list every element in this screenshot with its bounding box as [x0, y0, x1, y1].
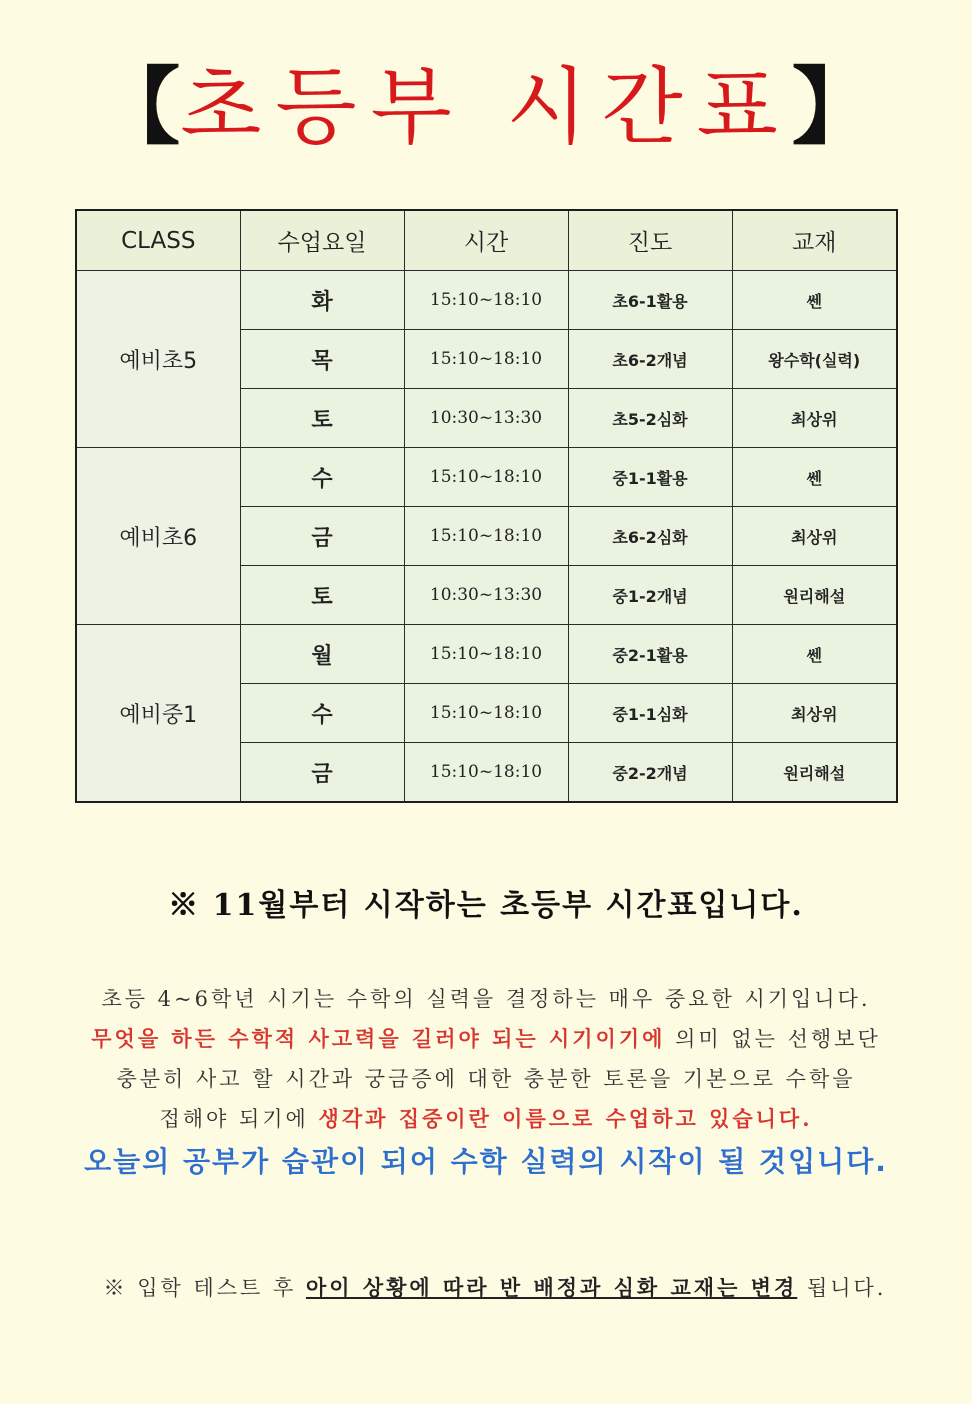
- day-cell: 월: [240, 625, 404, 684]
- title-close-bracket: 】: [791, 58, 876, 156]
- day-cell: 수: [240, 684, 404, 743]
- footer-underlined-text: 아이 상황에 따라 반 배정과 심화 교재는 변경: [305, 1275, 798, 1300]
- day-cell: 금: [240, 743, 404, 803]
- day-cell: 토: [240, 389, 404, 448]
- header-class: CLASS: [76, 210, 240, 271]
- footer-text: ※ 입학 테스트 후: [103, 1276, 306, 1300]
- progress-cell: 초6-2개념: [568, 330, 732, 389]
- table-row: [76, 271, 897, 330]
- time-cell: 15:10~18:10: [404, 330, 568, 389]
- progress-cell: 초6-2심화: [568, 507, 732, 566]
- progress-cell: 중2-2개념: [568, 743, 732, 803]
- time-cell: 15:10~18:10: [404, 271, 568, 330]
- motto-line: 오늘의 공부가 습관이 되어 수학 실력의 시작이 될 것입니다.: [84, 1145, 888, 1178]
- table-row: [76, 448, 897, 507]
- day-cell: 토: [240, 566, 404, 625]
- footer-text: 됩니다.: [797, 1276, 887, 1300]
- title-text: 초등부 시간표: [180, 58, 792, 156]
- time-cell: 15:10~18:10: [404, 684, 568, 743]
- day-cell: 금: [240, 507, 404, 566]
- book-cell: 왕수학(실력): [732, 330, 897, 389]
- time-cell: 10:30~13:30: [404, 566, 568, 625]
- emphasis-red-text: 무엇을 하든 수학적 사고력을 길러야 되는 시기이기에: [91, 1026, 666, 1051]
- time-cell: 15:10~18:10: [404, 448, 568, 507]
- table-header-row: [76, 210, 897, 271]
- book-cell: 쎈: [732, 625, 897, 684]
- time-cell: 15:10~18:10: [404, 743, 568, 803]
- book-cell: 원리해설: [732, 743, 897, 803]
- description-text: 의미 없는 선행보단: [665, 1027, 881, 1051]
- book-cell: 쎈: [732, 448, 897, 507]
- description-line-1: 초등 4~6학년 시기는 수학의 실력을 결정하는 매우 중요한 시기입니다.: [101, 987, 871, 1011]
- book-cell: 쎈: [732, 271, 897, 330]
- progress-cell: 중2-1활용: [568, 625, 732, 684]
- time-cell: 15:10~18:10: [404, 507, 568, 566]
- description-text: 접해야 되기에: [159, 1107, 319, 1131]
- emphasis-red-text: 생각과 집중이란 이름으로 수업하고 있습니다.: [318, 1106, 813, 1131]
- description-line-2: [40, 1023, 932, 1053]
- header-book: 교재: [732, 210, 897, 271]
- class-name-cell: 예비초6: [76, 448, 240, 625]
- time-cell: 10:30~13:30: [404, 389, 568, 448]
- start-notice: ※ 11월부터 시작하는 초등부 시간표입니다.: [168, 888, 804, 923]
- timetable: [75, 209, 898, 803]
- description-line-3: 충분히 사고 할 시간과 궁금증에 대한 충분한 토론을 기본으로 수학을: [116, 1067, 856, 1091]
- class-name-cell: 예비중1: [76, 625, 240, 803]
- class-name-cell: 예비초5: [76, 271, 240, 448]
- day-cell: 화: [240, 271, 404, 330]
- progress-cell: 초6-1활용: [568, 271, 732, 330]
- progress-cell: 초5-2심화: [568, 389, 732, 448]
- page-title: [0, 52, 972, 162]
- day-cell: 목: [240, 330, 404, 389]
- book-cell: 최상위: [732, 684, 897, 743]
- book-cell: 원리해설: [732, 566, 897, 625]
- header-day: 수업요일: [240, 210, 404, 271]
- header-time: 시간: [404, 210, 568, 271]
- progress-cell: 중1-1심화: [568, 684, 732, 743]
- progress-cell: 중1-1활용: [568, 448, 732, 507]
- day-cell: 수: [240, 448, 404, 507]
- description-line-4: [40, 1103, 932, 1133]
- title-open-bracket: 【: [96, 58, 181, 156]
- header-progress: 진도: [568, 210, 732, 271]
- time-cell: 15:10~18:10: [404, 625, 568, 684]
- table-row: [76, 625, 897, 684]
- book-cell: 최상위: [732, 507, 897, 566]
- progress-cell: 중1-2개념: [568, 566, 732, 625]
- footer-note: [0, 1272, 972, 1302]
- book-cell: 최상위: [732, 389, 897, 448]
